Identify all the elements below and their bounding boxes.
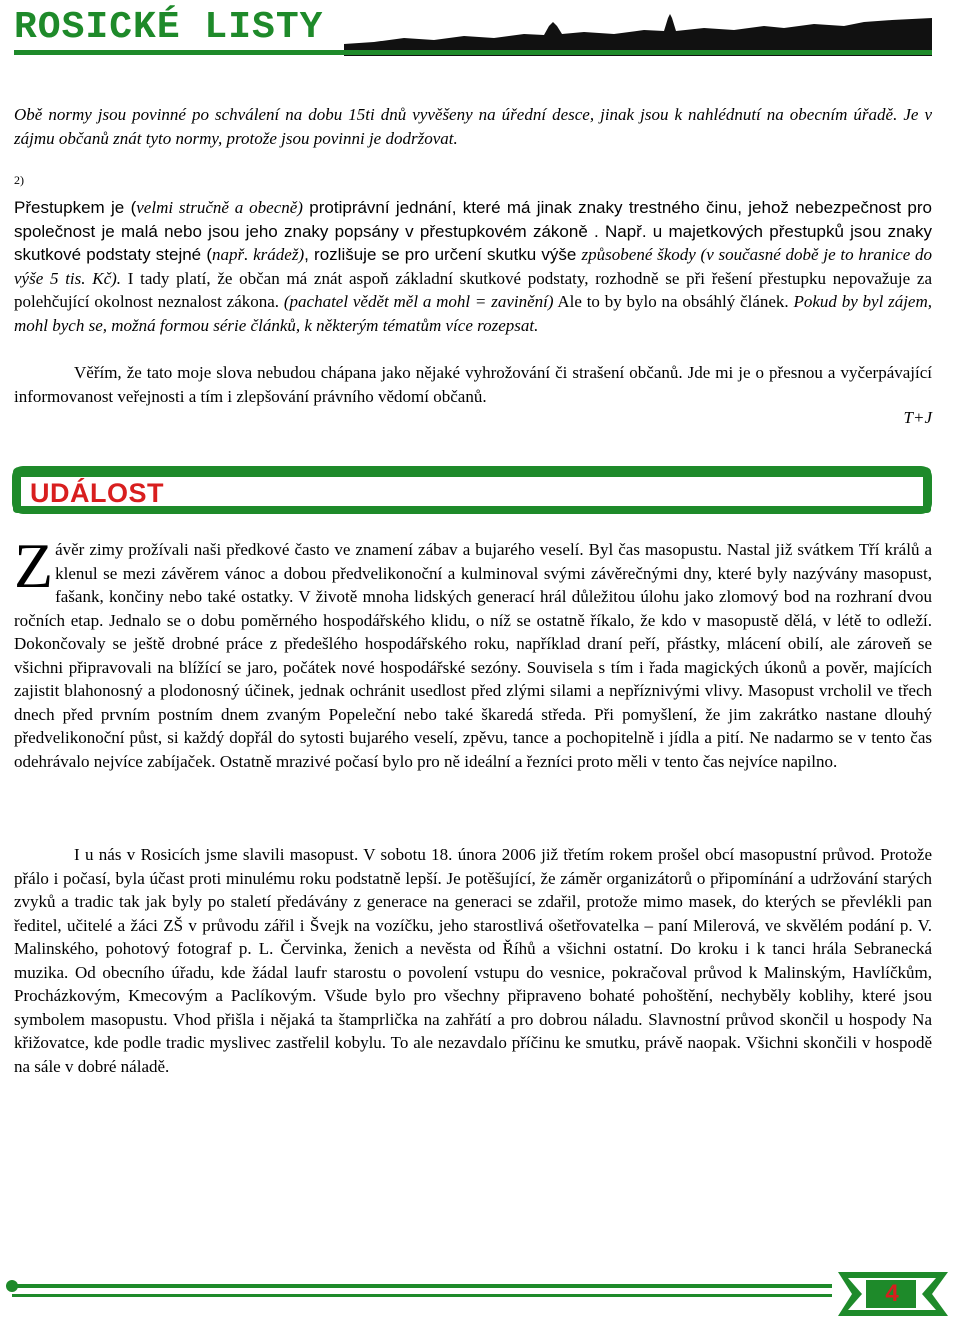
signature: T+J [903, 408, 932, 427]
text-run: např. krádež) [212, 245, 305, 264]
masthead-title: ROSICKÉ LISTY [14, 6, 324, 49]
text-run: Pokud by byl zájem, mohl bych se, možná formou série článků, k některým tématům více rozepsat. [14, 292, 933, 335]
section-heading: UDÁLOST [30, 478, 164, 508]
offense-paragraph [14, 196, 932, 337]
masthead-rule [14, 50, 932, 55]
text-run: způsobené škody (v současné době je to hranice do výše 5 tis. Kč). [14, 245, 932, 288]
text-run: Přestupkem je ( [14, 198, 137, 217]
closing-paragraph: Věřím, že tato moje slova nebudou chápana jako nějaké vyhrožování či strašení občanů. Jde mi je o přesnou a vyčerpávající informovanost veřejnosti a tím i zlepšování právního vědomí občanů. [14, 363, 932, 406]
text-run: Ale to by bylo na obsáhlý článek. [553, 292, 794, 311]
text-run: protiprávní jednání, které má jinak znaky trestného činu, jehož nebezpečnost pro společnost je malá nebo jsou jeho znaky popsány v přestupkovém zákoně . Např. u majetkových přestupků jsou znaky skutkové podstaty stejné ( [14, 198, 932, 264]
article-paragraph-2: I u nás v Rosicích jsme slavili masopust. V sobotu 18. února 2006 již třetím rokem prošel obcí masopustní průvod. Protože přálo i počasí, byla účast proti minulému roku podstatně lepší. Je potěšující, že záměr organizátorů o připomínání a udržování starých zvyků a tradic tak jak byly po staletí předávány z generace na generaci se zdařil, protože mimo masek, do kterých se převlékli pan ředitel, učitelé a žáci ZŠ v průvodu zářil i Švejk na vozíčku, jeho starostlivá ošetřovatelka – paní Milerová, ve skvělém podání p. V. Malinského, pohotový fotograf p. L. Červinka, ženich a nevěsta od Říhů a všichni ostatní. Do kroku i k tanci hrála Sebranecká muzika. Od obecního úřadu, kde žádal laufr starostu o povolení vstupu do vesnice, pokračoval průvod k Malinským, Havlíčkům, Procházkovým, Kmecovým a Paclíkovým. Všude bylo pro všechny připraveno bohaté pohoštění, nechyběly koblihy, které jsou symbolem masopustu. Vhod přišla i nějaká ta štamprlička na zahřátí a pro dobrou náladu. Slavnostní průvod skončil u hospody Na křižovatce, kde podle tradic myslivec zastřelil kobylu. To ale nezavdalo příčinu ke smutku, právě naopak. Všichni skončili v hospodě na sále v dobré náladě. [14, 845, 932, 1076]
text-run: (pachatel vědět měl a mohl = zavinění) [283, 292, 554, 311]
page-number: 4 [885, 1280, 899, 1307]
text-run: velmi stručně a obecně) [136, 198, 303, 217]
text-run: I tady platí, že občan má znát aspoň základní skutkové podstaty, rozhodně se při řešení přestupku nepovažuje za polehčující okolnost neznalost zákona. [14, 268, 932, 311]
town-silhouette-icon [344, 8, 932, 56]
section-marker: 2) [14, 173, 24, 187]
text-run: ávěr zimy prožívali naši předkové často ve znamení zábav a bujarého veselí. Byl čas masopustu. Nastal již svátkem Tří králů a klenul se mezi závěrem vánoc a dobou předvelikonoční a kulminoval svými závěrečnými dny, které byly nazývány masopust, fašank, končiny nebo také ostatky. V životě mnoha lidských generací hrál důležitou úlohu jako zlomový bod na rozhraní dvou ročních etap. Jednalo se o dobu poměrného hospodářského klidu, o níž se ostatně říkalo, že kdo v masopustě dělá, v létě to odleží. Dokončovaly se ještě drobné práce z předešlého hospodářského roku, například draní peří, přástky, mlácení obilí, ale zároveň se všichni připravovali na blížící se jaro, počátek nové hospodářské sezóny. Souvisela s tím i řada magických úkonů a pověr, majících zajistit blahonosný a plodonosný účinek, jednak ochránit usedlost před zlými silami a nepříznivými vlivy. Masopust vrcholil ve třech dnech před prvním postním dnem zvaným Popeleční nebo také škaredá středa. Při pomyšlení, že jim zakrátko nastane dlouhý předvelikonoční půst, si každý dopřál do sytosti bujarého veselí, zpěvu, tance a pochopitelně i jídla a pití. Ne nadarmo se v tento čas odehrávalo nejvíce zabíjaček. Ostatně mrazivé počasí bylo pro ně ideální a řezníci proto měli v tento čas nejvíce napilno. [14, 540, 932, 771]
footer-ornament [0, 1264, 960, 1324]
norms-paragraph: Obě normy jsou povinné po schválení na dobu 15ti dnů vyvěšeny na úřední desce, jinak jsou k nahlédnutí na obecním úřadě. Je v zájmu občanů znát tyto normy, protože jsou povinni je dodržovat. [14, 105, 932, 148]
masthead [14, 6, 932, 56]
text-run: , rozlišuje se pro určení skutku výše [304, 245, 582, 264]
drop-cap: Z [14, 530, 54, 601]
article-paragraph-1 [14, 530, 932, 773]
